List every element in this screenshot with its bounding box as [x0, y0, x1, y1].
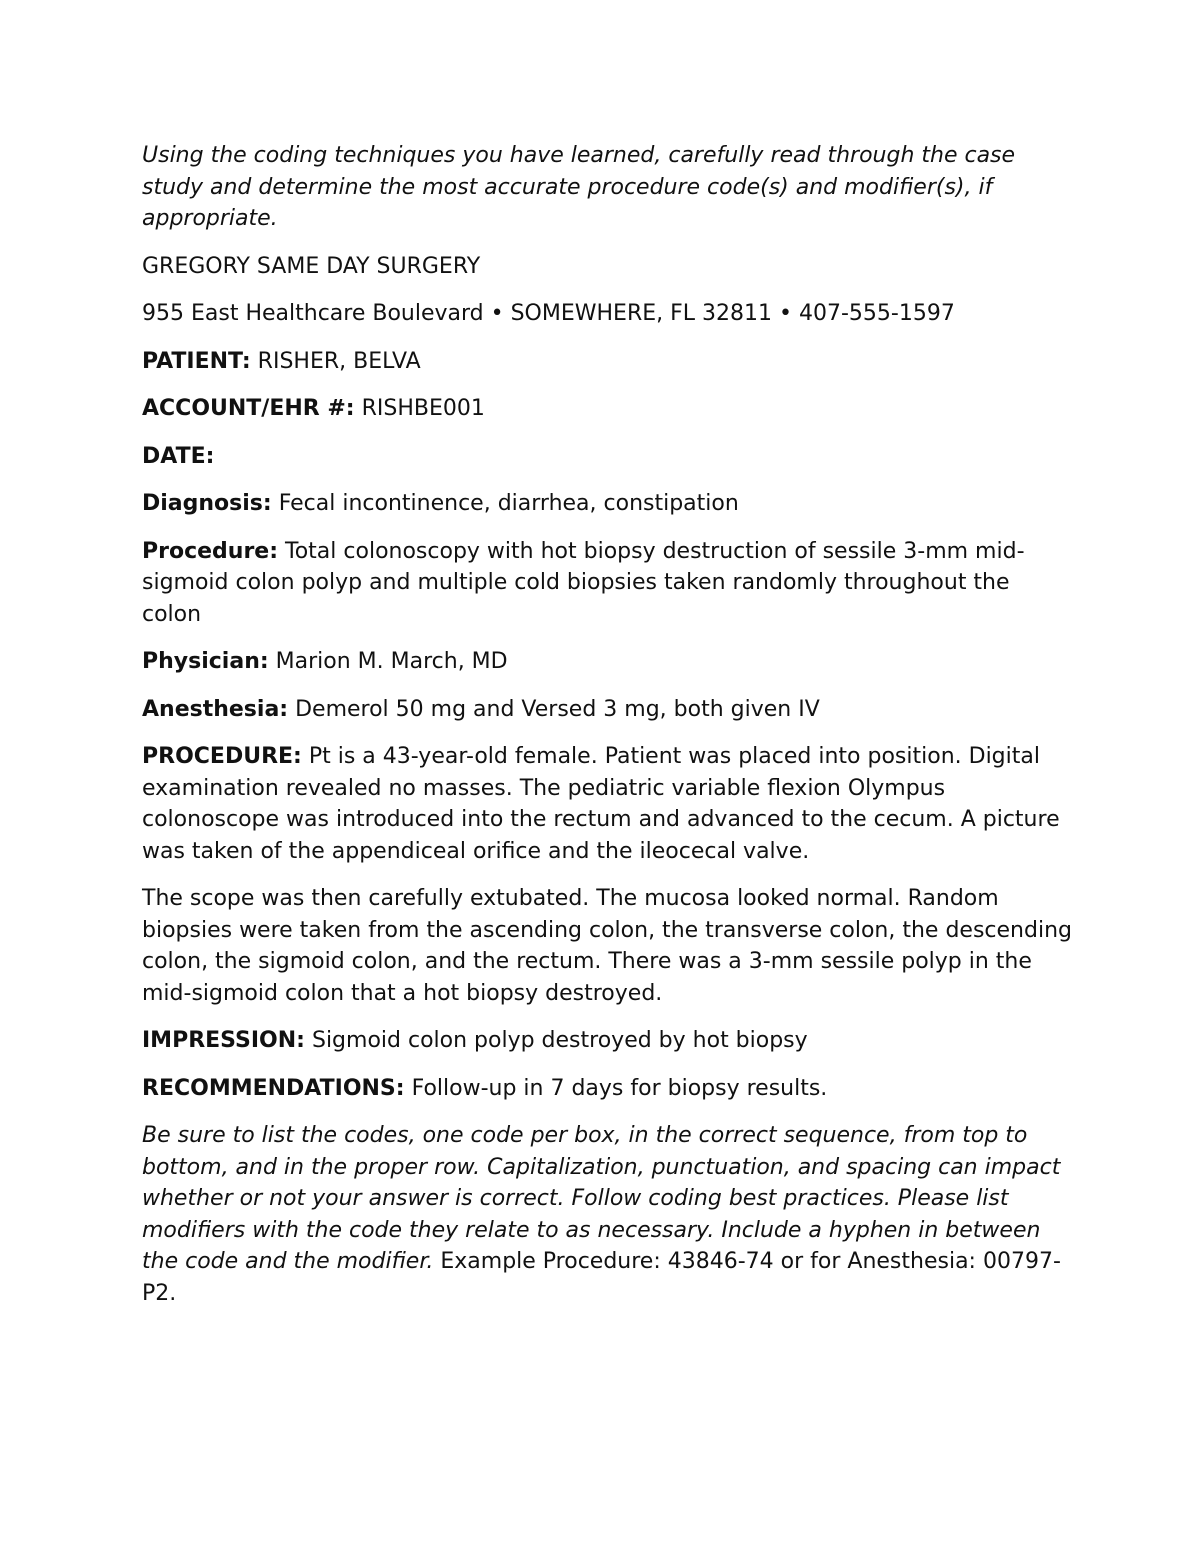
answer-instructions-italic: Be sure to list the codes, one code per box, in the correct sequence, from top to bottom, and in the proper row. Capitalization, punctuation, and spacing can impact whether or not your answer is correct. Follow coding best practices. Please list modifiers with the code they relate to as necessary. Include a hyphen in between the code and the modifier.	[142, 1123, 1061, 1274]
account-value: RISHBE001	[354, 396, 485, 421]
diagnosis-value: Fecal incontinence, diarrhea, constipation	[271, 491, 739, 516]
recommendations-line	[142, 1073, 1072, 1105]
date-line	[142, 441, 1072, 473]
anesthesia-label: Anesthesia:	[142, 696, 289, 722]
anesthesia-value: Demerol 50 mg and Versed 3 mg, both given IV	[288, 696, 820, 722]
patient-label: PATIENT:	[142, 348, 251, 374]
procedure-note-paragraph	[142, 741, 1072, 867]
account-line	[142, 393, 1072, 425]
patient-value: RISHER, BELVA	[250, 348, 421, 374]
physician-value: Marion M. March, MD	[268, 649, 508, 674]
recommendations-value: Follow-up in 7 days for biopsy results.	[404, 1075, 828, 1101]
account-label: ACCOUNT/EHR #:	[142, 396, 355, 421]
intro-instructions: Using the coding techniques you have learned, carefully read through the case study and determine the most accurate procedure code(s) and modifier(s), if appropriate.	[142, 143, 1016, 231]
impression-label: IMPRESSION:	[142, 1028, 305, 1053]
impression-value: Sigmoid colon polyp destroyed by hot biopsy	[304, 1028, 808, 1053]
procedure-line	[142, 536, 1072, 631]
anesthesia-line	[142, 694, 1072, 726]
procedure-note-label: PROCEDURE:	[142, 744, 302, 769]
procedure-note-text: Pt is a 43-year-old female. Patient was placed into position. Digital examination revealed no masses. The pediatric variable flexion Olympus colonoscope was introduced into the rectum and advanced to the cecum. A picture was taken of the appendiceal orifice and the ileocecal valve.	[142, 744, 1060, 864]
document-page	[142, 140, 1072, 1325]
diagnosis-label: Diagnosis:	[142, 491, 272, 516]
facility-address: 955 East Healthcare Boulevard • SOMEWHERE, FL 32811 • 407-555-1597	[142, 301, 955, 326]
facility-name: GREGORY SAME DAY SURGERY	[142, 253, 481, 279]
diagnosis-line	[142, 488, 1072, 520]
patient-line	[142, 346, 1072, 378]
procedure-continued-paragraph: The scope was then carefully extubated. The mucosa looked normal. Random biopsies were taken from the ascending colon, the transverse colon, the descending colon, the sigmoid colon, and the rectum. There was a 3-mm sessile polyp in the mid-sigmoid colon that a hot biopsy destroyed.	[142, 886, 1072, 1006]
answer-instructions	[142, 1120, 1072, 1309]
procedure-value: Total colonoscopy with hot biopsy destruction of sessile 3-mm mid-sigmoid colon polyp and multiple cold biopsies taken randomly throughout the colon	[142, 538, 1025, 627]
physician-line	[142, 646, 1072, 678]
recommendations-label: RECOMMENDATIONS:	[142, 1075, 405, 1101]
answer-instructions-example: Example Procedure: 43846-74 or for Anesthesia: 00797-P2.	[142, 1249, 1061, 1306]
impression-line	[142, 1025, 1072, 1057]
procedure-label: Procedure:	[142, 538, 279, 564]
date-label: DATE:	[142, 443, 215, 469]
physician-label: Physician:	[142, 649, 269, 674]
